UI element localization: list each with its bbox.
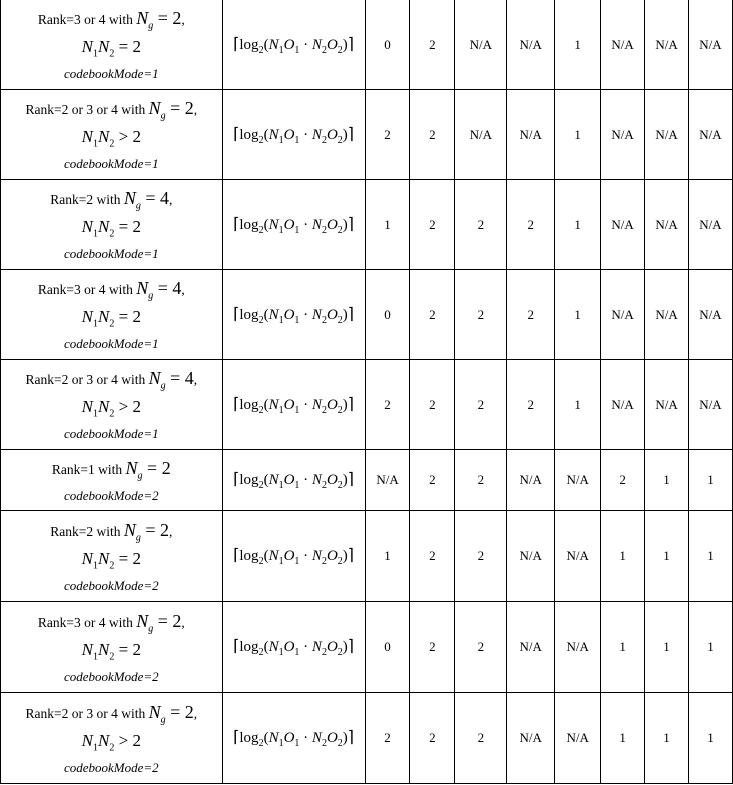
codebook-mode: codebookMode=1	[63, 426, 159, 442]
rank-text: Rank=2 with	[50, 523, 121, 539]
value-cell: N/A	[507, 90, 555, 180]
value-cell: 2	[507, 270, 555, 360]
value-cell: 1	[555, 90, 601, 180]
n1n2-condition: $N_1N_2 > 2$	[81, 397, 141, 420]
rank-condition: Rank=3 or 4 with $N_g = 2$,	[37, 8, 185, 32]
condition-cell	[1, 602, 223, 693]
condition-cell	[1, 693, 223, 784]
value-cell: 1	[689, 693, 733, 784]
value-cell: 1	[555, 360, 601, 450]
formula-cell: $⌈\log_2(N_1O_1$ · $N_2O_2)⌉$	[222, 0, 365, 90]
value-cell: N/A	[507, 511, 555, 602]
ng-value: 4	[172, 278, 182, 299]
rank-condition: Rank=2 or 3 or 4 with $N_g = 2$,	[25, 98, 198, 122]
value-cell: N/A	[645, 360, 689, 450]
value-cell: N/A	[555, 602, 601, 693]
value-cell: N/A	[455, 90, 507, 180]
value-cell: 1	[645, 602, 689, 693]
value-cell: 2	[455, 270, 507, 360]
table-row	[1, 511, 733, 602]
rank-text: Rank=2 or 3 or 4 with	[25, 102, 146, 118]
rank-text: Rank=2 with	[50, 192, 121, 208]
condition-cell	[1, 90, 223, 180]
value-cell: 1	[645, 511, 689, 602]
value-cell: 2	[455, 693, 507, 784]
value-cell: N/A	[689, 270, 733, 360]
value-cell: N/A	[645, 180, 689, 270]
value-cell: 1	[365, 180, 410, 270]
value-cell: 2	[410, 450, 455, 511]
ng-value: 2	[160, 519, 170, 540]
codebook-mode: codebookMode=2	[63, 759, 159, 775]
ng-value: 2	[172, 8, 182, 29]
codebook-mode: codebookMode=1	[63, 156, 159, 172]
value-cell: 2	[455, 180, 507, 270]
condition-cell	[1, 450, 223, 511]
value-cell: N/A	[601, 0, 645, 90]
formula-cell: $⌈\log_2(N_1O_1$ · $N_2O_2)⌉$	[222, 90, 365, 180]
value-cell: N/A	[689, 360, 733, 450]
rank-text: Rank=2 or 3 or 4 with	[25, 372, 146, 388]
n1n2-condition: $N_1N_2 = 2$	[81, 37, 141, 60]
value-cell: 1	[689, 450, 733, 511]
value-cell: 1	[555, 270, 601, 360]
value-cell: 2	[410, 360, 455, 450]
formula-cell: $⌈\log_2(N_1O_1$ · $N_2O_2)⌉$	[222, 270, 365, 360]
value-cell: 0	[365, 602, 410, 693]
n1n2-condition: $N_1N_2 = 2$	[81, 307, 141, 330]
value-cell: 2	[455, 511, 507, 602]
n1n2-condition: $N_1N_2 = 2$	[81, 217, 141, 240]
rank-condition: Rank=1 with $N_g = 2$	[51, 457, 171, 482]
value-cell: N/A	[555, 450, 601, 511]
value-cell: 1	[645, 693, 689, 784]
value-cell: N/A	[555, 511, 601, 602]
value-cell: 0	[365, 270, 410, 360]
n1n2-condition: $N_1N_2 > 2$	[81, 127, 141, 150]
value-cell: 1	[555, 180, 601, 270]
table-row	[1, 450, 733, 511]
condition-cell	[1, 511, 223, 602]
rank-condition: Rank=3 or 4 with $N_g = 4$,	[37, 278, 185, 302]
ng-value: 2	[184, 701, 194, 722]
value-cell: N/A	[601, 270, 645, 360]
condition-cell	[1, 270, 223, 360]
n1n2-condition: $N_1N_2 = 2$	[81, 548, 141, 572]
value-cell: N/A	[645, 270, 689, 360]
rank-condition: Rank=3 or 4 with $N_g = 2$,	[37, 610, 185, 635]
value-cell: 1	[689, 511, 733, 602]
condition-cell	[1, 360, 223, 450]
value-cell: 2	[410, 270, 455, 360]
rank-condition: Rank=2 with $N_g = 2$,	[50, 519, 173, 544]
condition-cell	[1, 0, 223, 90]
formula-cell: $⌈\log_2(N_1O_1$ · $N_2O_2)⌉$	[222, 360, 365, 450]
rank-text: Rank=3 or 4 with	[37, 12, 133, 28]
value-cell: 2	[455, 360, 507, 450]
n1n2-condition: $N_1N_2 = 2$	[81, 639, 141, 663]
value-cell: N/A	[645, 0, 689, 90]
rank-text: Rank=3 or 4 with	[37, 614, 133, 630]
value-cell: 2	[410, 511, 455, 602]
value-cell: 2	[455, 450, 507, 511]
value-cell: 1	[555, 0, 601, 90]
rank-condition: Rank=2 with $N_g = 4$,	[50, 188, 173, 212]
ng-value: 2	[161, 457, 171, 478]
value-cell: 0	[365, 0, 410, 90]
value-cell: N/A	[601, 180, 645, 270]
value-cell: 1	[601, 602, 645, 693]
value-cell: N/A	[455, 0, 507, 90]
value-cell: 2	[601, 450, 645, 511]
value-cell: N/A	[507, 602, 555, 693]
value-cell: 1	[601, 693, 645, 784]
formula-cell: $⌈\log_2(N_1O_1$ · $N_2O_2)⌉$	[222, 602, 365, 693]
table-row	[1, 270, 733, 360]
table-row	[1, 602, 733, 693]
codebook-mode: codebookMode=2	[63, 577, 159, 593]
value-cell: N/A	[507, 450, 555, 511]
table-row	[1, 0, 733, 90]
value-cell: 2	[455, 602, 507, 693]
ng-value: 2	[172, 610, 182, 631]
codebook-mode: codebookMode=1	[63, 66, 159, 82]
value-cell: 2	[507, 180, 555, 270]
value-cell: 1	[601, 511, 645, 602]
value-cell: N/A	[601, 90, 645, 180]
value-cell: N/A	[689, 180, 733, 270]
formula-cell: $⌈\log_2(N_1O_1$ · $N_2O_2)⌉$	[222, 180, 365, 270]
formula-cell: $⌈\log_2(N_1O_1$ · $N_2O_2)⌉$	[222, 693, 365, 784]
rank-condition: Rank=2 or 3 or 4 with $N_g = 2$,	[25, 701, 198, 726]
value-cell: N/A	[689, 90, 733, 180]
value-cell: 2	[365, 693, 410, 784]
table-body	[1, 0, 733, 784]
ng-value: 2	[184, 98, 194, 119]
value-cell: 2	[507, 360, 555, 450]
table-row	[1, 180, 733, 270]
rank-text: Rank=2 or 3 or 4 with	[25, 705, 146, 721]
value-cell: 2	[410, 180, 455, 270]
value-cell: N/A	[689, 0, 733, 90]
ng-value: 4	[160, 188, 170, 209]
value-cell: N/A	[507, 693, 555, 784]
value-cell: N/A	[645, 90, 689, 180]
value-cell: 2	[410, 0, 455, 90]
codebook-mode: codebookMode=1	[63, 336, 159, 352]
value-cell: 2	[410, 693, 455, 784]
value-cell: 2	[410, 602, 455, 693]
formula-cell: $⌈\log_2(N_1O_1$ · $N_2O_2)⌉$	[222, 450, 365, 511]
value-cell: 1	[645, 450, 689, 511]
condition-cell	[1, 180, 223, 270]
codebook-mode: codebookMode=2	[63, 487, 159, 503]
table-row	[1, 693, 733, 784]
formula-cell: $⌈\log_2(N_1O_1$ · $N_2O_2)⌉$	[222, 511, 365, 602]
n1n2-condition: $N_1N_2 > 2$	[81, 730, 141, 754]
value-cell: N/A	[507, 0, 555, 90]
rank-text: Rank=1 with	[51, 461, 123, 477]
codebook-mode: codebookMode=2	[63, 668, 159, 684]
codebook-mode: codebookMode=1	[63, 246, 159, 262]
value-cell: N/A	[601, 360, 645, 450]
value-cell: N/A	[365, 450, 410, 511]
value-cell: 1	[689, 602, 733, 693]
value-cell: 2	[365, 360, 410, 450]
value-cell: 1	[365, 511, 410, 602]
value-cell: 2	[365, 90, 410, 180]
value-cell: 2	[410, 90, 455, 180]
value-cell: N/A	[555, 693, 601, 784]
table-row	[1, 90, 733, 180]
rank-condition: Rank=2 or 3 or 4 with $N_g = 4$,	[25, 368, 198, 392]
rank-text: Rank=3 or 4 with	[37, 282, 133, 298]
ng-value: 4	[184, 368, 194, 389]
table-row	[1, 360, 733, 450]
